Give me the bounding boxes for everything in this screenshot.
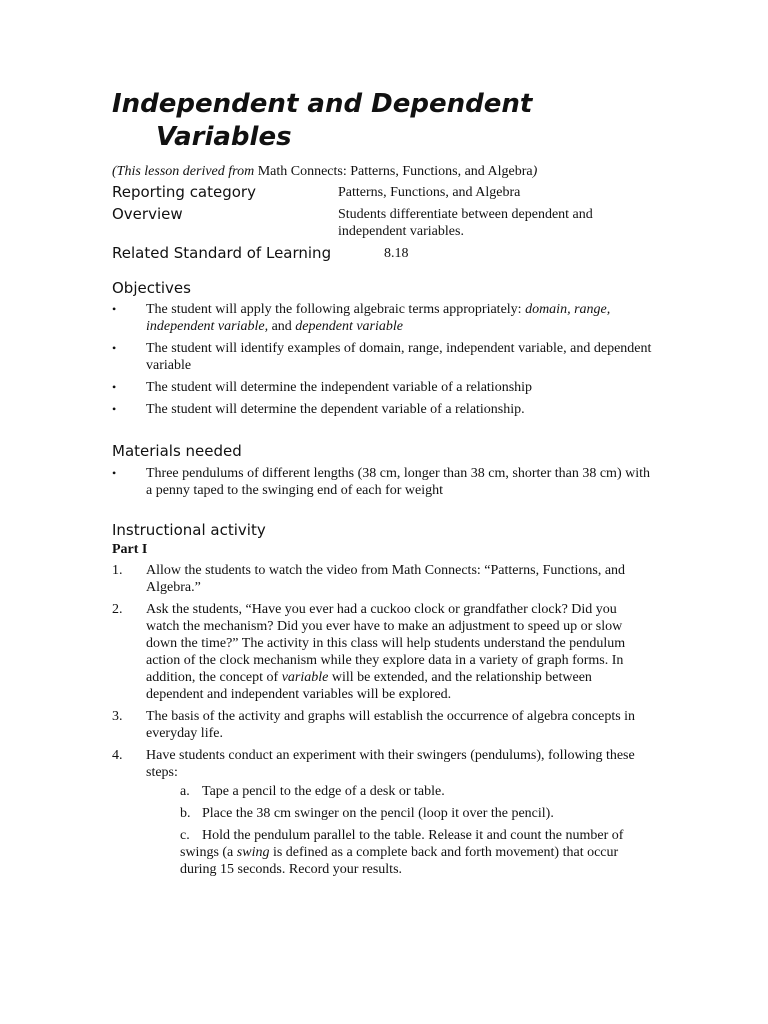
list-item	[112, 747, 652, 878]
bullet-icon: •	[112, 302, 117, 316]
bullet-icon: •	[112, 380, 117, 394]
step-2-text-end: will be extended, and the relationship between dependent and independent variables will be explored.	[146, 670, 592, 702]
list-item	[112, 708, 652, 742]
bullet-icon: •	[112, 466, 117, 480]
activity-steps	[112, 562, 652, 883]
reporting-category-label: Reporting category	[112, 183, 256, 201]
material-1-text: Three pendulums of different lengths (38 cm, longer than 38 cm, shorter than 38 cm) with a penny taped to the swinging end of each for weight	[146, 466, 650, 498]
step-4-substeps	[146, 783, 652, 878]
title-line-2: Variables	[156, 122, 292, 152]
list-item	[112, 401, 652, 418]
step-3-text: The basis of the activity and graphs will establish the occurrence of algebra concepts in everyday life.	[146, 709, 636, 741]
step-2-term: variable	[281, 670, 329, 685]
substep-c-text-end: is defined as a complete back and forth movement) that occur during 15 seconds. Record your results.	[180, 845, 619, 877]
bullet-icon: •	[112, 341, 117, 355]
step-number: 4.	[112, 748, 123, 763]
objective-1-and: and	[268, 319, 296, 334]
substep-a-text: Tape a pencil to the edge of a desk or table.	[202, 784, 445, 799]
source-note-prefix: (This lesson derived from	[112, 164, 258, 179]
title-line-1: Independent and Dependent	[112, 89, 533, 119]
materials-list	[112, 465, 652, 504]
objective-3-text: The student will determine the independent variable of a relationship	[146, 380, 533, 395]
substep-b-text: Place the 38 cm swinger on the pencil (loop it over the pencil).	[202, 806, 554, 821]
source-note	[112, 163, 537, 181]
list-item	[180, 783, 652, 800]
step-4-text: Have students conduct an experiment with their swingers (pendulums), following these steps:	[146, 748, 635, 780]
activity-heading: Instructional activity	[112, 521, 266, 539]
list-item	[112, 379, 652, 396]
substep-c-term: swing	[236, 845, 270, 860]
page-title	[112, 88, 672, 154]
list-item	[180, 805, 652, 822]
step-number: 3.	[112, 709, 123, 724]
part-heading: Part I	[112, 542, 148, 557]
materials-heading: Materials needed	[112, 442, 242, 460]
objective-1-text: The student will apply the following algebraic terms appropriately:	[146, 302, 526, 317]
reporting-category-value: Patterns, Functions, and Algebra	[338, 185, 521, 200]
standard-value: 8.18	[384, 246, 409, 261]
objective-4-text: The student will determine the dependent variable of a relationship.	[146, 402, 525, 417]
objective-1-term-last: dependent variable	[295, 319, 403, 334]
overview-label: Overview	[112, 205, 183, 223]
list-item	[112, 465, 652, 499]
source-note-suffix: )	[532, 164, 538, 179]
objectives-heading: Objectives	[112, 279, 191, 297]
list-item	[112, 340, 652, 374]
step-number: 1.	[112, 563, 123, 578]
objectives-list	[112, 301, 652, 423]
list-item	[112, 601, 652, 703]
list-item	[112, 562, 652, 596]
objective-2-text: The student will identify examples of domain, range, independent variable, and dependent variable	[146, 341, 652, 373]
overview-value: Students differentiate between dependent and independent variables.	[338, 207, 593, 239]
substep-letter: c.	[180, 828, 190, 843]
objective-1-terms: domain, range, independent variable,	[146, 302, 611, 334]
bullet-icon: •	[112, 402, 117, 416]
list-item	[112, 301, 652, 335]
source-note-title: Math Connects: Patterns, Functions, and Algebra	[257, 164, 533, 179]
standard-label: Related Standard of Learning	[112, 244, 332, 262]
substep-c-text: Hold the pendulum parallel to the table. Release it and count the number of swings (a	[180, 828, 624, 860]
list-item	[180, 827, 652, 878]
substep-letter: b.	[180, 806, 191, 821]
step-2-text: Ask the students, “Have you ever had a cuckoo clock or grandfather clock? Did you watch the mechanism? Did you ever have to make an adjustment to speed up or slow down the time?” The activity in this class will help students understand the pendulum action of the clock mechanism while they explore data in a variety of graph forms. In addition, the concept of	[146, 602, 626, 685]
substep-letter: a.	[180, 784, 190, 799]
step-number: 2.	[112, 602, 123, 617]
step-1-text: Allow the students to watch the video from Math Connects: “Patterns, Functions, and Algebra.”	[146, 563, 626, 595]
